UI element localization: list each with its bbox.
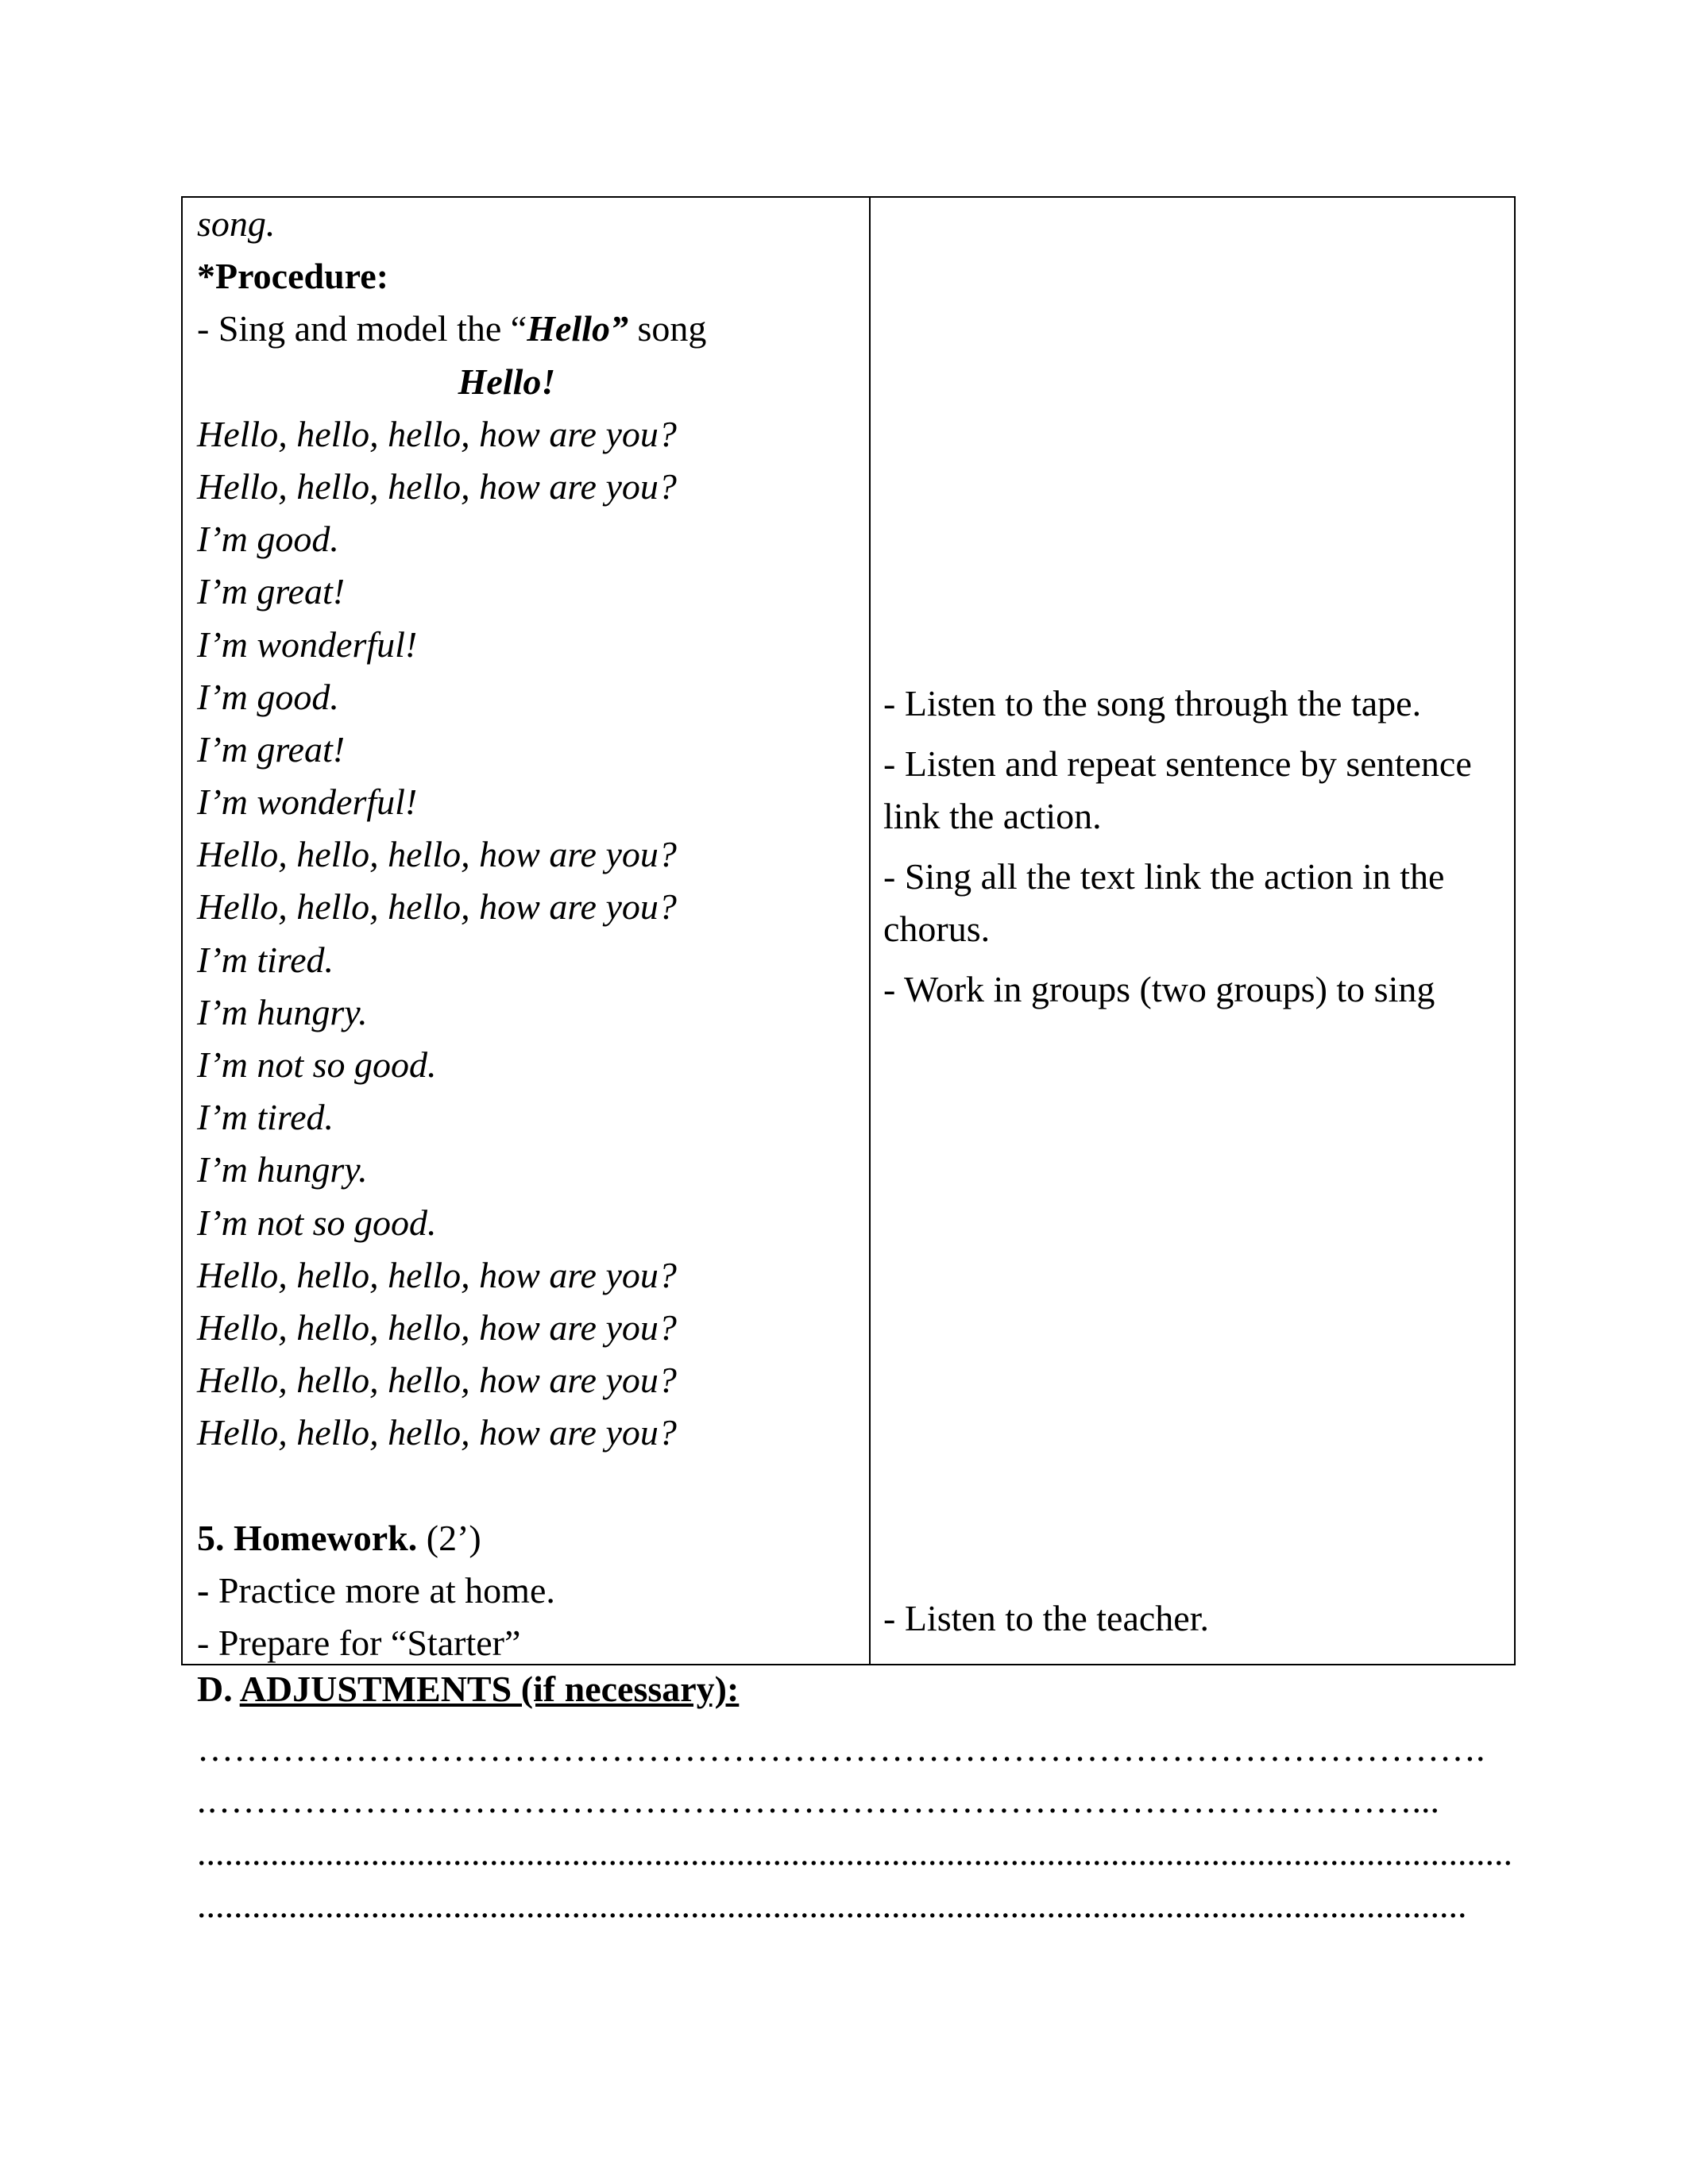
homework-item-1 [197, 1565, 864, 1617]
lyric-line: I’m good. [197, 519, 339, 560]
adjustments-label: ADJUSTMENTS (if necessary): [239, 1669, 740, 1709]
song-tail: song. [197, 203, 276, 244]
dotted-line-4: ........................................................................................................................................... [197, 1885, 1467, 1925]
student-activity-2: - Listen and repeat sentence by sentence link the action. [883, 743, 1472, 836]
lyric-line: I’m wonderful! [197, 781, 418, 823]
song-lyrics [197, 408, 864, 1460]
dotted-line-1: ……………………………………………………………………………………………. [197, 1728, 1485, 1769]
adjustments-heading [197, 1663, 739, 1715]
lyric-line: Hello, hello, hello, how are you? [197, 1306, 677, 1348]
lyric-line: I’m tired. [197, 1097, 334, 1138]
student-activity-1: - Listen to the song through the tape. [883, 683, 1422, 723]
lyric-line: Hello, hello, hello, how are you? [197, 834, 677, 875]
homework-heading [197, 1512, 864, 1565]
lyric-line: I’m not so good. [197, 1202, 437, 1243]
blank-line [197, 1460, 864, 1512]
lyric-line: I’m hungry. [197, 1149, 368, 1190]
adjustments-prefix: D. [197, 1669, 240, 1709]
procedure-label: *Procedure: [197, 256, 389, 297]
lyric-line: I’m not so good. [197, 1044, 437, 1085]
student-activity-3: - Sing all the text link the action in the chorus. [883, 856, 1445, 949]
lyric-line: Hello, hello, hello, how are you? [197, 886, 677, 928]
lyric-line: I’m wonderful! [197, 623, 418, 665]
student-activity-5: - Listen to the teacher. [883, 1598, 1210, 1638]
homework-item-1-text: Practice more at home. [209, 1569, 555, 1611]
homework-item-2: - Prepare for “Starter” [197, 1623, 521, 1664]
lyric-line: I’m tired. [197, 939, 334, 980]
dotted-line-2: .………………………………………………………………………………………... [197, 1780, 1439, 1820]
song-title: Hello! [458, 361, 556, 402]
sing-song-name: Hello” [527, 308, 628, 349]
teacher-activities-column [197, 198, 864, 1669]
homework-label: 5. Homework. [197, 1517, 418, 1558]
lyric-line: Hello, hello, hello, how are you? [197, 413, 677, 454]
sing-suffix: song [628, 308, 707, 349]
lyric-line: Hello, hello, hello, how are you? [197, 1254, 677, 1295]
column-divider [869, 198, 871, 1664]
lyric-line: I’m good. [197, 676, 339, 717]
lyric-line: I’m hungry. [197, 991, 368, 1032]
lyric-line: Hello, hello, hello, how are you? [197, 465, 677, 507]
homework-dash: - [197, 1569, 210, 1611]
sing-instruction [197, 303, 864, 355]
dotted-line-3: ................................................................................................................................................ [197, 1832, 1512, 1873]
homework-time: (2’) [417, 1517, 481, 1558]
lyric-line: I’m great! [197, 728, 346, 770]
lesson-table [181, 196, 1516, 1665]
student-activity-4: - Work in groups (two groups) to sing [883, 969, 1435, 1009]
lyric-line: I’m great! [197, 571, 346, 612]
lyric-line: Hello, hello, hello, how are you? [197, 1360, 677, 1401]
lyric-line: Hello, hello, hello, how are you? [197, 1412, 677, 1453]
sing-prefix: - Sing and model the “ [197, 308, 527, 349]
